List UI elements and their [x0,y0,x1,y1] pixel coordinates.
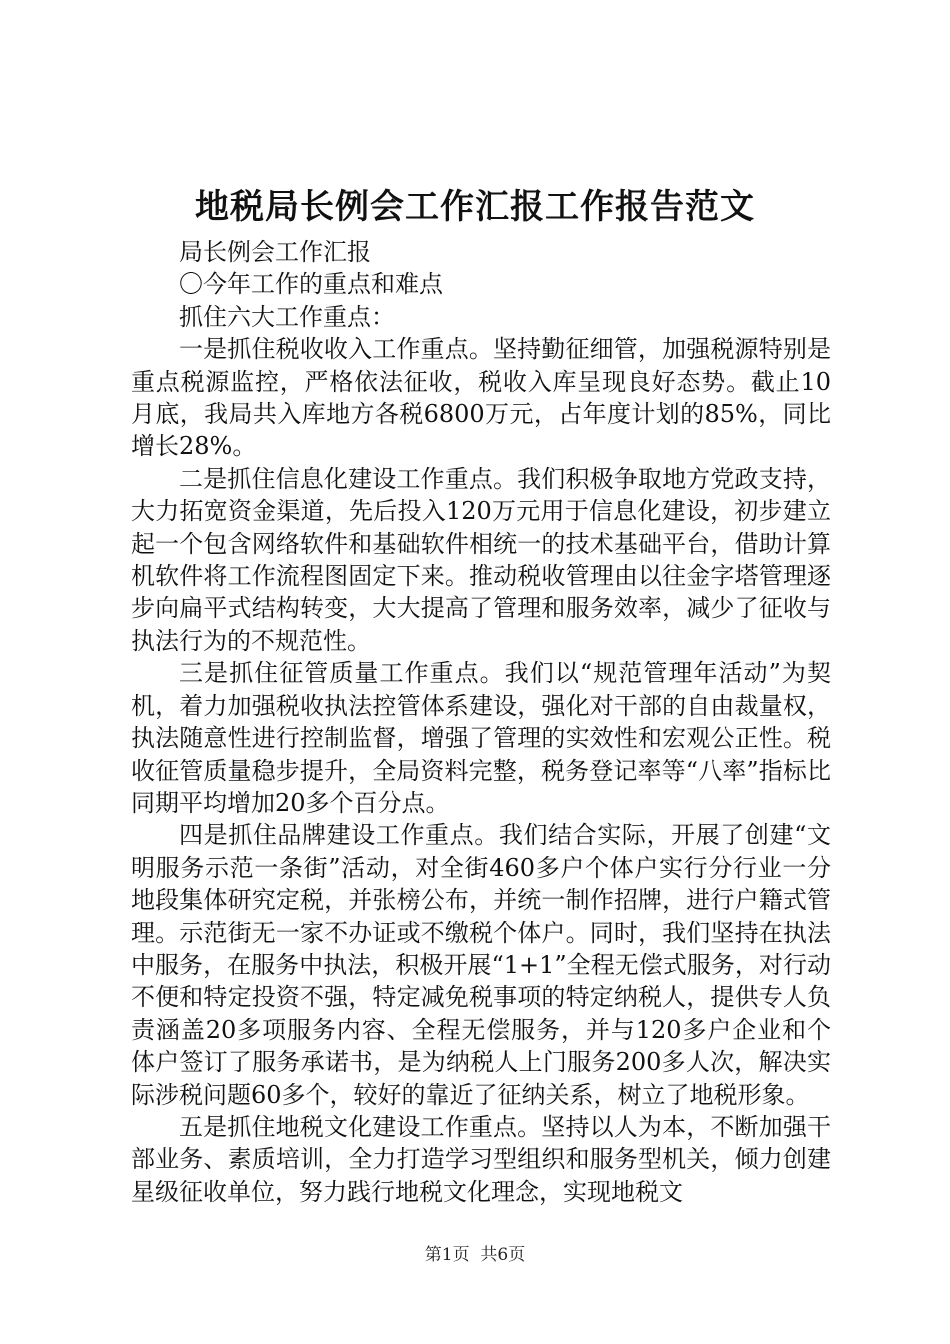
paragraph-six-priorities: 抓住六大工作重点： [179,302,395,331]
paragraph-priority-4: 四是抓住品牌建设工作重点。我们结合实际，开展了创建“文明服务示范一条街”活动，对全街460多户个体户实行分行业一分地段集体研究定税，并张榜公布，并统一制作招牌，进行户籍式管理。示范街无一家不办证或不缴税个体户。同时，我们坚持在执法中服务，在服务中执法，积极开展“1+1”全程无偿式服务，对行动不便和特定投资不强，特定减免税事项的特定纳税人，提供专人负责涵盖20多项服务内容、全程无偿服务，并与120多户企业和个体户签订了服务承诺书，是为纳税人上门服务200多人次，解决实际涉税问题60多个，较好的靠近了征纳关系，树立了地税形象。 [131,821,831,1109]
paragraph-priority-1: 一是抓住税收收入工作重点。坚持勤征细管，加强税源特别是重点税源监控，严格依法征收，税收入库呈现良好态势。截止10月底，我局共入库地方各税6800万元，占年度计划的85%，同比增长28%。 [131,335,831,461]
paragraph-subtitle: 局长例会工作汇报 [179,238,371,266]
paragraph-priority-3: 三是抓住征管质量工作重点。我们以“规范管理年活动”为契机，着力加强税收执法控管体系建设，强化对干部的自由裁量权，执法随意性进行控制监督，增强了管理的实效性和宏观公正性。税收征管质量稳步提升，全局资料完整，税务登记率等“八率”指标比同期平均增加20多个百分点。 [131,659,831,817]
paragraph-key-difficulties: 〇今年工作的重点和难点 [179,270,443,299]
paragraph-priority-5: 五是抓住地税文化建设工作重点。坚持以人为本，不断加强干部业务、素质培训，全力打造学习型组织和服务型机关，倾力创建星级征收单位，努力践行地税文化理念，实现地税文 [131,1112,831,1206]
page-number: 第1页 [424,1245,470,1265]
document-body [131,236,831,1208]
page-total: 共6页 [480,1245,526,1265]
page-footer [0,1243,950,1267]
paragraph-priority-2: 二是抓住信息化建设工作重点。我们积极争取地方党政支持，大力拓宽资金渠道，先后投入120万元用于信息化建设，初步建立起一个包含网络软件和基础软件相统一的技术基础平台，借助计算机软件将工作流程图固定下来。推动税收管理由以往金字塔管理逐步向扁平式结构转变，大大提高了管理和服务效率，减少了征收与执法行为的不规范性。 [131,464,831,655]
document-title: 地税局长例会工作汇报工作报告范文 [195,187,755,227]
